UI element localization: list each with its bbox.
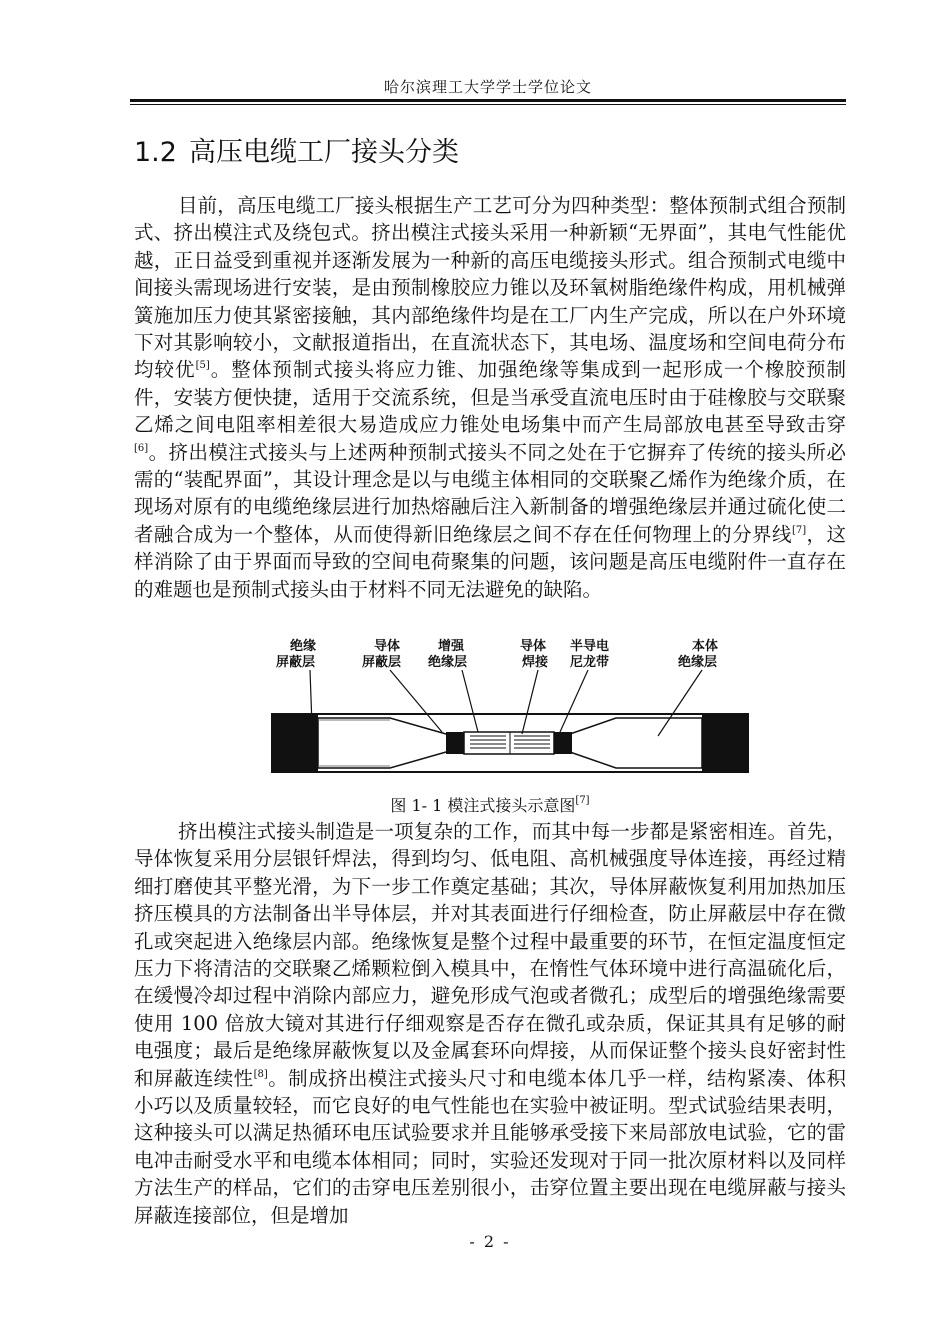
p1-text-2: 。整体预制式接头将应力锥、加强绝缘等集成到一起形成一个橡胶预制件，安装方便快捷，适用于交流系统，但是当承受直流电压时由于硅橡胶与交联聚乙烯之间电阻率相差很大易造成应力锥处电场集中而产生局部放电甚至导致击穿 <box>134 358 846 437</box>
p1-text-3: 。挤出模注式接头与上述两种预制式接头不同之处在于它摒弃了传统的接头所必需的“装配界面”，其设计理念是以与电缆主体相同的交联聚乙烯作为绝缘介质，在现场对原有的电缆绝缘层进行加热熔融后注入新制备的增强绝缘层并通过硫化使二者融合成为一个整体，从而使得新旧绝缘层之间不存在任何物理上的分界线 <box>134 440 846 546</box>
section-heading <box>134 130 459 169</box>
page-number: - 2 - <box>469 1232 511 1251</box>
label-reinforced-insulation-2: 绝缘层 <box>428 655 468 670</box>
conductor-weld <box>464 732 554 754</box>
caption-citation[interactable]: [7] <box>575 795 590 806</box>
header-rule-thin <box>130 104 846 105</box>
citation-5[interactable]: [5] <box>195 360 210 372</box>
label-body-insulation-2: 绝缘层 <box>678 655 718 670</box>
label-conductor-shield-1: 导体 <box>374 639 401 654</box>
figure-caption <box>300 793 680 816</box>
label-conductor-weld-1: 导体 <box>520 639 547 654</box>
section-title-text: 高压电缆工厂接头分类 <box>188 137 459 168</box>
citation-7[interactable]: [7] <box>791 524 807 536</box>
label-insulation-shield-2: 屏蔽层 <box>276 655 316 670</box>
conductor-shield-right <box>554 732 572 754</box>
header-rule-thick <box>130 99 846 102</box>
p1-text-4: ，这样消除了由于界面而导致的空间电荷聚集的问题，该问题是高压电缆附件一直存在的难题也是预制式接头由于材料不同无法避免的缺陷。 <box>134 522 846 601</box>
p1-text-1: 目前，高压电缆工厂接头根据生产工艺可分为四种类型：整体预制式组合预制式、挤出模注式及绕包式。挤出模注式接头采用一种新颖“无界面”，其电气性能优越，正日益受到重视并逐渐发展为一种新的高压电缆接头形式。组合预制式电缆中间接头需现场进行安装，是由预制橡胶应力锥以及环氧树脂绝缘件构成，用机械弹簧施加压力使其紧密接触，其内部绝缘件均是在工厂内生产完成，所以在户外环境下对其影响较小，文献报道指出，在直流状态下，其电场、温度场和空间电荷分布均较优 <box>134 194 846 382</box>
conductor-shield-left <box>446 732 464 754</box>
p2-text-2: 。制成挤出模注式接头尺寸和电缆本体几乎一样，结构紧凑、体积小巧以及质量较轻，而它良好的电气性能也在实验中被证明。型式试验结果表明，这种接头可以满足热循环电压试验要求并且能够承受接下来局部放电试验，它的雷电冲击耐受水平和电缆本体相同；同时，实验还发现对于同一批次原材料以及同样方法生产的样品，它们的击穿电压差别很小，击穿位置主要出现在电缆屏蔽与接头屏蔽连接部位，但是增加 <box>134 1066 846 1227</box>
section-number: 1.2 <box>134 137 177 168</box>
caption-text: 图 1- 1 模注式接头示意图 <box>390 796 576 815</box>
p2-text-1: 挤出模注式接头制造是一项复杂的工作，而其中每一步都是紧密相连。首先，导体恢复采用分层银钎焊法，得到均匀、低电阻、高机械强度导体连接，再经过精细打磨使其平整光滑，为下一步工作奠定基础；其次，导体屏蔽恢复利用加热加压挤压模具的方法制备出半导体层，并对其表面进行仔细检查，防止屏蔽层中存在微孔或突起进入绝缘层内部。绝缘恢复是整个过程中最重要的环节，在恒定温度恒定压力下将清洁的交联聚乙烯颗粒倒入模具中，在惰性气体环境中进行高温硫化后，在缓慢冷却过程中消除内部应力，避免形成气泡或者微孔；成型后的增强绝缘需要使用 100 倍放大镜对其进行仔细观察是否存在微孔或杂质，保证其具有足够的耐电强度；最后是绝缘屏蔽恢复以及金属套环向焊接，从而保证整个接头良好密封性和屏蔽连续性 <box>134 820 846 1090</box>
label-body-insulation-1: 本体 <box>692 639 719 654</box>
paragraph-2 <box>134 818 846 1229</box>
right-end-shield <box>702 714 748 772</box>
label-semiconductive-tape-1: 半导电 <box>570 639 610 654</box>
running-header: 哈尔滨理工大学学士学位论文 <box>383 78 592 96</box>
label-conductor-shield-2: 屏蔽层 <box>362 655 402 670</box>
left-end-shield <box>272 714 318 772</box>
paragraph-1 <box>134 192 846 603</box>
label-insulation-shield-1: 绝缘 <box>290 639 317 654</box>
label-conductor-weld-2: 焊接 <box>522 655 549 670</box>
label-reinforced-insulation-1: 增强 <box>438 639 465 654</box>
label-semiconductive-tape-2: 尼龙带 <box>570 655 610 670</box>
joint-diagram <box>270 636 750 782</box>
citation-8[interactable]: [8] <box>253 1068 268 1080</box>
citation-6[interactable]: [6] <box>134 442 149 454</box>
